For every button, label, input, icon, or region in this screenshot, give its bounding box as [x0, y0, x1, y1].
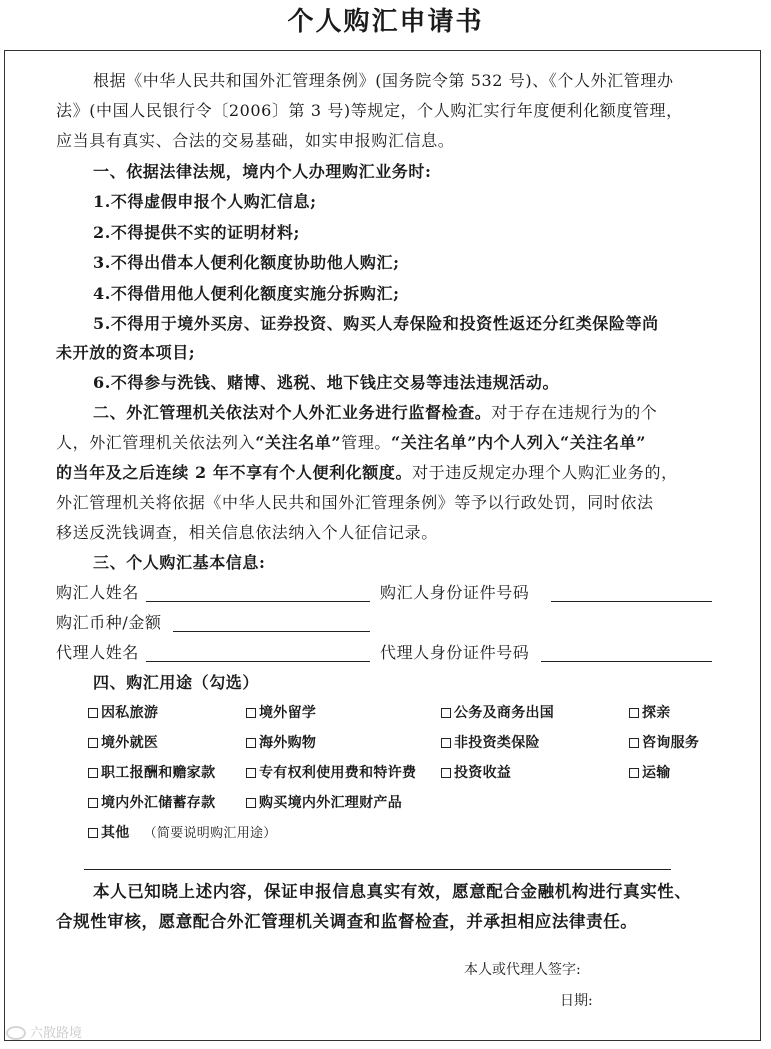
- purpose-option-family-visit[interactable]: 探亲: [629, 703, 671, 723]
- purpose-option-non-investment-insurance[interactable]: 非投资类保险: [441, 733, 540, 753]
- purpose-option-medical[interactable]: 境外就医: [88, 733, 158, 753]
- intro-line-1: 根据《中华人民共和国外汇管理条例》(国务院令第 532 号)、《个人外汇管理办: [93, 71, 674, 90]
- section1-item-1: 1.不得虚假申报个人购汇信息;: [93, 192, 317, 211]
- section3-heading: 三、个人购汇基本信息:: [93, 553, 266, 572]
- intro-line-2: 法》(中国人民银行令〔2006〕第 3 号)等规定，个人购汇实行年度便利化额度管理，: [56, 101, 683, 120]
- purpose-option-investment-income[interactable]: 投资收益: [441, 763, 511, 783]
- buyer-name-field[interactable]: [146, 601, 370, 602]
- section1-item-2: 2.不得提供不实的证明材料;: [93, 223, 301, 242]
- checkbox-icon[interactable]: [441, 738, 451, 748]
- checkbox-icon[interactable]: [629, 708, 639, 718]
- purpose-option-transport[interactable]: 运输: [629, 763, 671, 783]
- buyer-id-field[interactable]: [551, 601, 712, 602]
- section4-heading: 四、购汇用途（勾选）: [93, 673, 260, 692]
- form-title: 个人购汇申请书: [287, 7, 484, 37]
- section2-line-3-rest: 对于违反规定办理个人购汇业务的，: [412, 463, 678, 482]
- purpose-option-fx-deposit[interactable]: 境内外汇储蓄存款: [88, 793, 215, 813]
- checkbox-icon[interactable]: [629, 768, 639, 778]
- agent-id-label: 代理人身份证件号码: [380, 643, 530, 662]
- purpose-option-royalties[interactable]: 专有权利使用费和特许费: [246, 763, 416, 783]
- section2-line-1: [93, 402, 657, 424]
- declaration-line-2: 合规性审核，愿意配合外汇管理机关调查和监督检查，并承担相应法律责任。: [56, 912, 638, 931]
- buyer-id-label: 购汇人身份证件号码: [380, 583, 530, 602]
- section1-item-4: 4.不得借用他人便利化额度实施分拆购汇;: [93, 284, 400, 303]
- section2-line-3: [56, 462, 678, 484]
- checkbox-icon[interactable]: [246, 768, 256, 778]
- other-purpose-note: （简要说明购汇用途）: [143, 826, 277, 841]
- intro-line-3: 应当具有真实、合法的交易基础，如实申报购汇信息。: [56, 131, 455, 150]
- section2-line-2-a: 人，外汇管理机关依法列入: [56, 433, 256, 452]
- checkbox-icon[interactable]: [88, 738, 98, 748]
- section1-heading: 一、依据法律法规，境内个人办理购汇业务时:: [93, 162, 432, 181]
- section2-line-2-c: 管理。: [341, 433, 392, 452]
- section2-line-5: 移送反洗钱调查，相关信息依法纳入个人征信记录。: [56, 523, 438, 542]
- agent-name-field[interactable]: [146, 661, 370, 662]
- purpose-option-study-abroad[interactable]: 境外留学: [246, 703, 316, 723]
- section2-line-1-bold: 二、外汇管理机关依法对个人外汇业务进行监督检查。: [93, 403, 492, 422]
- purpose-option-other[interactable]: 其他 （简要说明购汇用途）: [88, 823, 277, 844]
- checkbox-icon[interactable]: [88, 768, 98, 778]
- date-label: 日期:: [560, 993, 593, 1009]
- declaration-line-1: 本人已知晓上述内容，保证申报信息真实有效，愿意配合金融机构进行真实性、: [93, 882, 692, 901]
- purpose-option-shopping[interactable]: 海外购物: [246, 733, 316, 753]
- agent-id-field[interactable]: [541, 661, 712, 662]
- section2-line-2-d: “关注名单”内个人列入“关注名单”: [391, 433, 647, 452]
- other-purpose-field[interactable]: [84, 869, 671, 870]
- buyer-name-label: 购汇人姓名: [56, 583, 140, 602]
- checkbox-icon[interactable]: [246, 738, 256, 748]
- currency-amount-field[interactable]: [173, 631, 370, 632]
- agent-name-label: 代理人姓名: [56, 643, 140, 662]
- checkbox-icon[interactable]: [88, 828, 98, 838]
- checkbox-icon[interactable]: [441, 708, 451, 718]
- section2-line-2: [56, 432, 646, 454]
- section2-line-2-b: “关注名单”: [255, 433, 342, 452]
- purpose-option-business-trip[interactable]: 公务及商务出国: [441, 703, 554, 723]
- purpose-option-consulting[interactable]: 咨询服务: [629, 733, 699, 753]
- currency-amount-label: 购汇币种/金额: [56, 613, 162, 632]
- checkbox-icon[interactable]: [629, 738, 639, 748]
- purpose-option-employee-compensation[interactable]: 职工报酬和赡家款: [88, 763, 215, 783]
- purpose-option-fx-wealth-product[interactable]: 购买境内外汇理财产品: [246, 793, 402, 813]
- checkbox-icon[interactable]: [88, 708, 98, 718]
- watermark: 六散路境: [6, 1022, 82, 1041]
- checkbox-icon[interactable]: [88, 798, 98, 808]
- section1-item-5-cont: 未开放的资本项目;: [56, 343, 196, 362]
- checkbox-icon[interactable]: [246, 798, 256, 808]
- purpose-option-private-travel[interactable]: 因私旅游: [88, 703, 158, 723]
- section1-item-5: 5.不得用于境外买房、证券投资、购买人寿保险和投资性返还分红类保险等尚: [93, 314, 659, 333]
- signature-label: 本人或代理人签字:: [464, 962, 581, 978]
- checkbox-icon[interactable]: [246, 708, 256, 718]
- checkbox-icon[interactable]: [441, 768, 451, 778]
- section2-line-3-bold: 的当年及之后连续 2 年不享有个人便利化额度。: [56, 463, 413, 482]
- watermark-logo-icon: [6, 1026, 26, 1040]
- section2-line-1-rest: 对于存在违规行为的个: [491, 403, 658, 422]
- section2-line-4: 外汇管理机关将依据《中华人民共和国外汇管理条例》等予以行政处罚，同时依法: [56, 493, 654, 512]
- section1-item-6: 6.不得参与洗钱、赌博、逃税、地下钱庄交易等违法违规活动。: [93, 373, 560, 392]
- section1-item-3: 3.不得出借本人便利化额度协助他人购汇;: [93, 253, 400, 272]
